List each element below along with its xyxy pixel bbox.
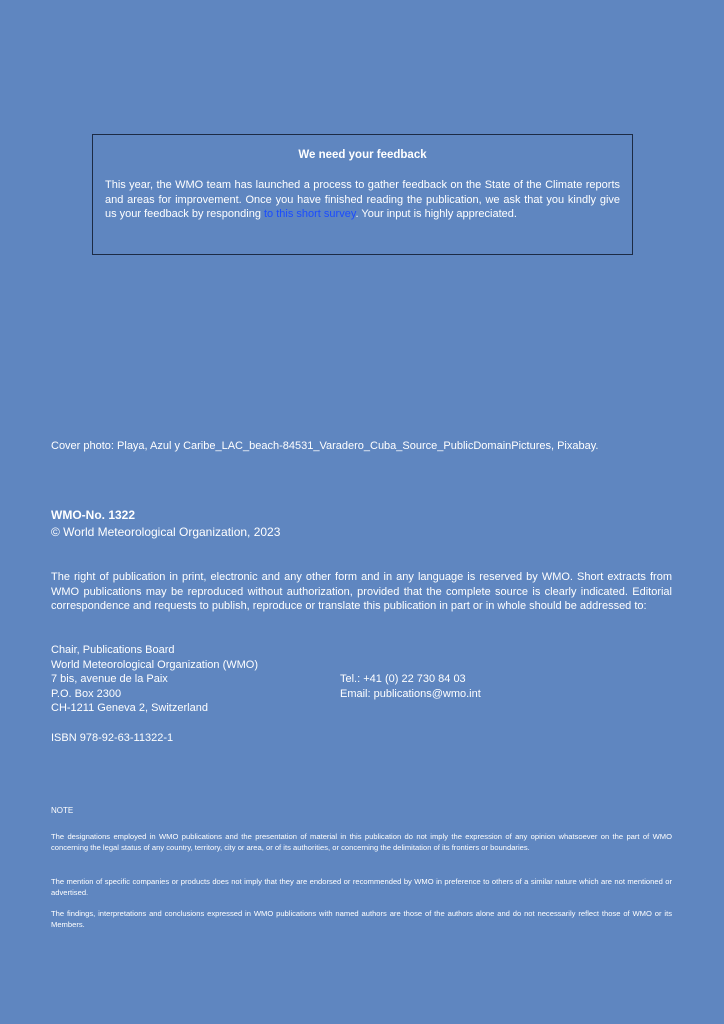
address-line: 7 bis, avenue de la Paix: [51, 673, 168, 685]
email-address: Email: publications@wmo.int: [340, 687, 481, 700]
copyright-notice: © World Meteorological Organization, 2023: [51, 525, 281, 539]
note-paragraph: The findings, interpretations and conclusions expressed in WMO publications with named authors are those of the authors alone and do not necessarily reflect those of WMO or its Members.: [51, 909, 672, 929]
address-line: CH-1211 Geneva 2, Switzerland: [51, 702, 208, 714]
feedback-text-start: This year, the WMO team has launched a process to gather feedback on the State of the Climate reports and areas for improvement. Once you have finished reading the publication, we ask that you kindly give us your feedback by responding: [105, 179, 620, 220]
feedback-text: [105, 178, 620, 222]
contact-info: [340, 672, 481, 701]
feedback-text-end: . Your input is highly appreciated.: [355, 208, 517, 220]
rights-statement: The right of publication in print, electronic and any other form and in any language is reserved by WMO. Short extracts from WMO publications may be reproduced without authorization, provided that the complete source is clearly indicated. Editorial correspondence and requests to publish, reproduce or translate this publication in part or in whole should be addressed to:: [51, 571, 672, 612]
address-line: Chair, Publications Board: [51, 644, 175, 656]
note-heading: NOTE: [51, 806, 74, 815]
address-line: P.O. Box 2300: [51, 687, 122, 700]
telephone: Tel.: +41 (0) 22 730 84 03: [340, 673, 466, 685]
survey-link[interactable]: to this short survey: [264, 208, 356, 220]
note-paragraph: The designations employed in WMO publications and the presentation of material in this publication do not imply the expression of any opinion whatsoever on the part of WMO concerning the legal status of any country, territory, city or area, or of its authorities, or concerning the delimitation of its frontiers or boundaries.: [51, 832, 672, 852]
feedback-box: [92, 134, 633, 255]
isbn: ISBN 978-92-63-11322-1: [51, 732, 174, 744]
publication-number: WMO-No. 1322: [51, 508, 136, 522]
note-paragraph: The mention of specific companies or products does not imply that they are endorsed or recommended by WMO in preference to others of a similar nature which are not mentioned or advertised.: [51, 877, 672, 897]
cover-photo-credit: Cover photo: Playa, Azul y Caribe_LAC_beach-84531_Varadero_Cuba_Source_PublicDomainPictures, Pixabay.: [51, 440, 599, 452]
feedback-title: We need your feedback: [298, 149, 427, 161]
postal-address: [51, 643, 258, 716]
address-line: World Meteorological Organization (WMO): [51, 658, 259, 671]
